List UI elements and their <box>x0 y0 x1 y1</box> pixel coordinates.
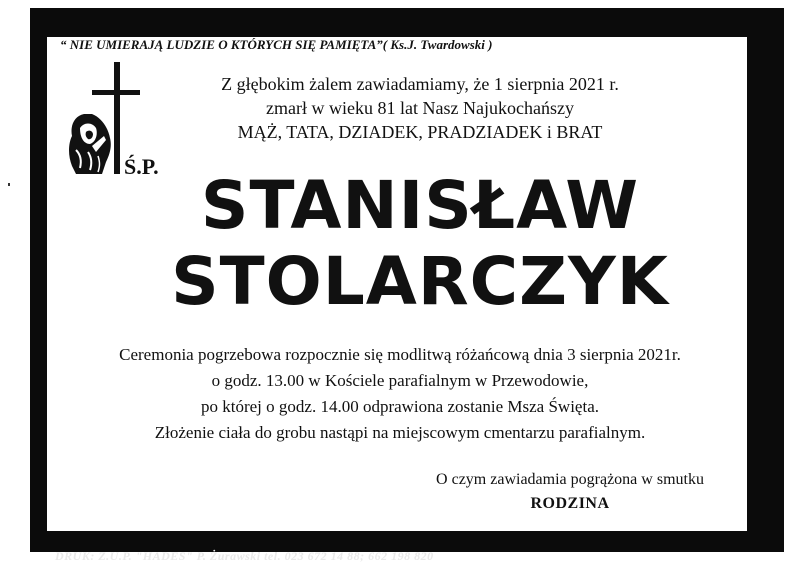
ceremony-line-1: Ceremonia pogrzebowa rozpocznie się modlitwą różańcową dnia 3 sierpnia 2021r. <box>119 345 681 364</box>
announcement-line-2: zmarł w wieku 81 lat Nasz Najukochańszy <box>266 98 574 118</box>
announcement-line-1: Z głębokim żalem zawiadamiamy, że 1 sierpnia 2021 r. <box>221 74 619 94</box>
printer-credit: DRUK: Z.U.P. "HADES" P. Żurawski tel. 023 672 14 88; 662 198 820 <box>55 549 434 563</box>
motto-quote: “ NIE UMIERAJĄ LUDZIE O KTÓRYCH SIĘ PAMIĘTA”( Ks.J. Twardowski ) <box>60 37 493 52</box>
ceremony-line-2: o godz. 13.00 w Kościele parafialnym w Przewodowie, <box>211 371 589 390</box>
deceased-last-name: STOLARCZYK <box>171 243 669 320</box>
scan-speck <box>8 183 10 186</box>
announcement-line-3: MĄŻ, TATA, DZIADEK, PRADZIADEK i BRAT <box>237 122 603 142</box>
deceased-first-name: STANISŁAW <box>200 167 640 244</box>
ceremony-line-4: Złożenie ciała do grobu nastąpi na miejscowym cmentarzu parafialnym. <box>154 423 646 442</box>
family-signature: RODZINA <box>530 495 610 512</box>
sp-prefix: Ś.P. <box>124 154 159 179</box>
ceremony-line-3: po której o godz. 14.00 odprawiona zostanie Msza Święta. <box>201 397 599 416</box>
closing-line: O czym zawiadamia pogrążona w smutku <box>436 471 704 488</box>
